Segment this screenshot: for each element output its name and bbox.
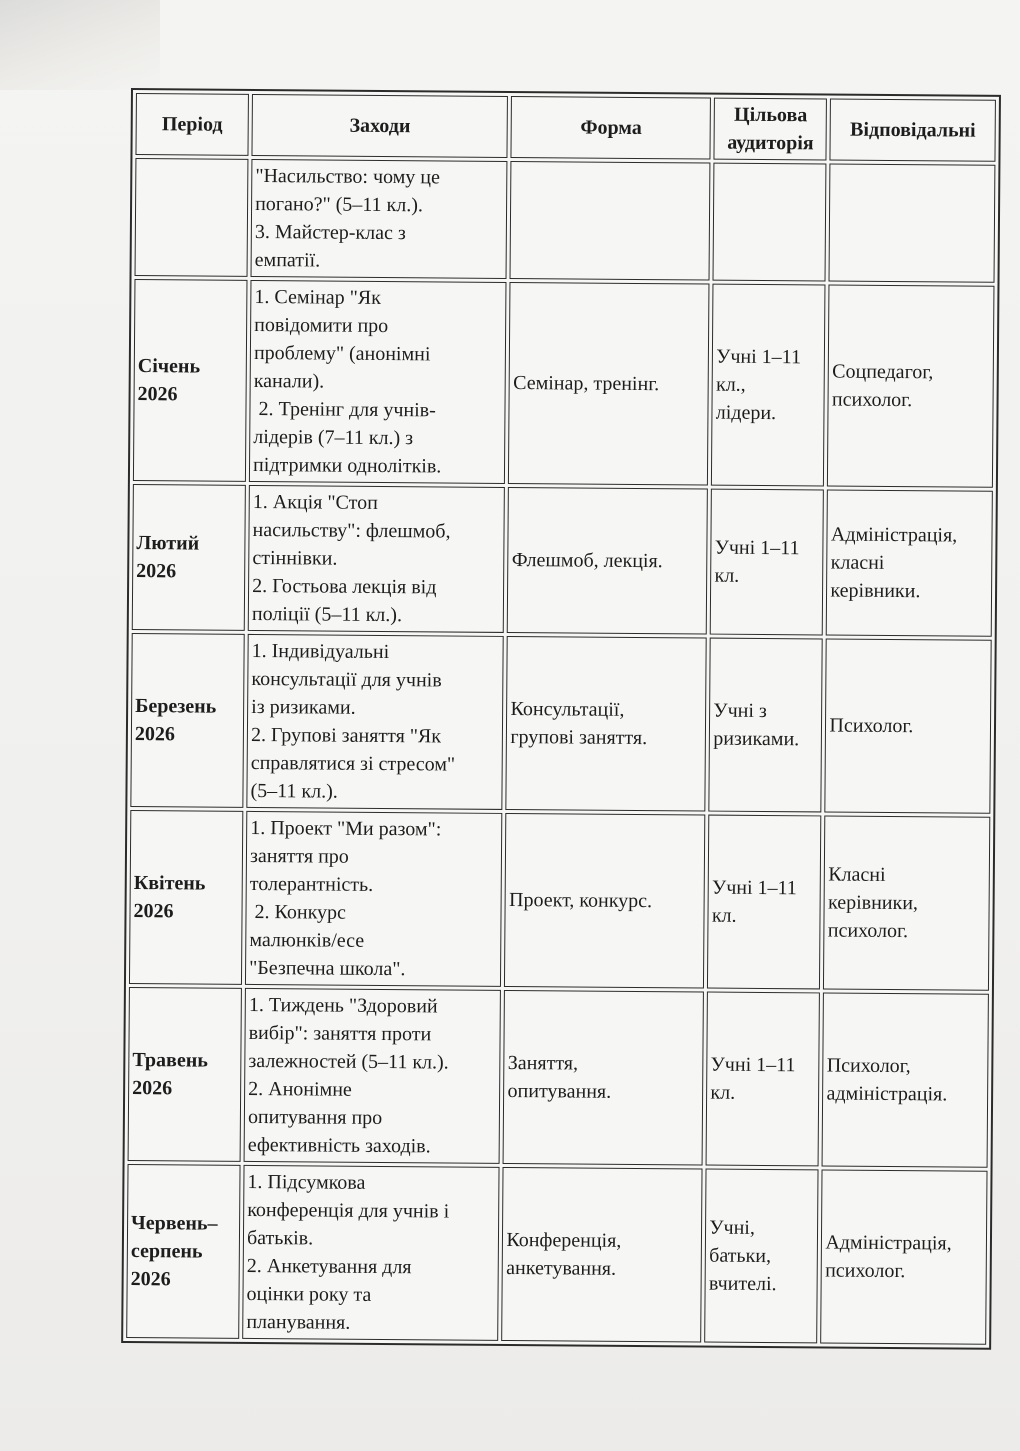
activities-cell-line: "Безпечна школа". (249, 956, 406, 981)
responsible-cell (822, 992, 989, 1167)
activities-cell-line: 2. Анонімне (248, 1077, 352, 1101)
activities-cell-line: 1. Тиждень "Здоровий (248, 993, 438, 1018)
activities-cell-line: планування. (246, 1310, 351, 1334)
responsible-cell (821, 1169, 988, 1344)
audience-cell-line: кл. (710, 1081, 736, 1104)
form-cell (502, 1167, 703, 1343)
responsible-cell-line: Соцпедагог, (832, 360, 934, 384)
audience-cell-line: Учні 1–11 (716, 345, 802, 369)
activities-cell-line: справлятися зі стресом" (250, 751, 456, 776)
activities-cell-line: насильству": флешмоб, (252, 518, 451, 543)
responsible-cell-line: психолог. (827, 919, 909, 943)
table-row (135, 158, 996, 283)
period-cell (129, 810, 243, 985)
audience-cell (707, 815, 821, 990)
audience-cell (709, 638, 823, 813)
responsible-cell (823, 815, 990, 990)
activity-plan-table (121, 88, 1001, 1350)
form-cell-line: групові заняття. (510, 726, 648, 750)
activities-cell-line: оцінки року та (246, 1282, 372, 1306)
table-header-row (135, 93, 995, 162)
responsible-cell (825, 638, 992, 813)
activities-cell-line: канали). (253, 369, 325, 393)
activities-cell-line: повідомити про (254, 313, 389, 338)
responsible-cell-line: Психолог, (826, 1054, 911, 1078)
activities-cell (249, 280, 507, 484)
form-cell-line: Консультації, (510, 698, 625, 721)
responsible-cell-line: Психолог. (829, 714, 914, 738)
header-period: Період (135, 93, 249, 156)
activities-cell-line: поліції (5–11 кл.). (251, 602, 403, 627)
activities-cell-line: 1. Підсумкова (247, 1170, 366, 1194)
table-row (129, 810, 990, 991)
period-cell-line: 2026 (134, 723, 176, 746)
period-cell (126, 1164, 240, 1339)
audience-cell (713, 163, 827, 282)
period-cell-line: Травень (132, 1049, 208, 1072)
audience-cell (705, 1169, 819, 1344)
activities-cell-line: 3. Майстер-клас з (254, 220, 406, 245)
activities-cell-line: 2. Тренінг для учнів- (253, 397, 436, 422)
activities-cell-line: 1. Акція "Стоп (252, 490, 378, 514)
activities-cell-line: толерантність. (249, 872, 374, 896)
activities-cell (242, 1165, 500, 1341)
responsible-cell-line: психолог. (831, 388, 913, 412)
period-cell-line: Червень– (130, 1212, 218, 1235)
form-cell-line: Заняття, (507, 1051, 579, 1075)
activities-cell-line: 2. Гостьова лекція від (252, 574, 437, 599)
activities-cell-line: проблему" (анонімні (253, 341, 431, 366)
activities-cell (246, 634, 504, 810)
activities-cell-line: опитування про (247, 1105, 383, 1130)
period-cell-line: 2026 (130, 1268, 171, 1291)
form-cell-line: Семінар, тренінг. (513, 372, 660, 396)
activities-cell-line: конференція для учнів і (247, 1198, 450, 1223)
form-cell (507, 487, 708, 635)
audience-cell-line: кл. (711, 904, 737, 927)
activities-cell-line: 1. Проект "Ми разом": (250, 816, 442, 841)
activities-cell-line: залежностей (5–11 кл.). (248, 1049, 449, 1074)
period-cell-line: Квітень (133, 872, 206, 895)
header-activities: Заходи (252, 94, 509, 158)
table-row (130, 633, 991, 814)
table-row (132, 484, 993, 637)
period-cell (130, 633, 244, 808)
period-cell-line: серпень (130, 1240, 203, 1263)
activities-cell-line: стіннівки. (252, 546, 338, 570)
responsible-cell (829, 163, 996, 282)
activities-cell-line: лідерів (7–11 кл.) з (253, 425, 414, 450)
period-cell-line: 2026 (136, 560, 177, 583)
activities-cell-line: 2. Анкетування для (246, 1254, 412, 1279)
activities-cell-line: із ризиками. (251, 695, 356, 719)
activities-cell-line: емпатії. (254, 248, 321, 272)
header-form: Форма (511, 96, 711, 160)
form-cell (510, 161, 711, 281)
activities-cell-line: ефективність заходів. (247, 1133, 431, 1158)
table-body (126, 158, 995, 1345)
audience-cell-line: Учні 1–11 (711, 876, 797, 900)
responsible-cell-line: керівники, (827, 891, 919, 915)
activities-cell-line: заняття про (249, 844, 349, 868)
period-cell-line: Березень (135, 695, 217, 718)
activities-cell-line: підтримки однолітків. (253, 453, 442, 478)
responsible-cell-line: адміністрація. (826, 1082, 948, 1106)
form-cell-line: анкетування. (506, 1256, 617, 1280)
audience-cell-line: Учні, (709, 1216, 755, 1239)
audience-cell-line: Учні з (713, 699, 767, 723)
form-cell (504, 813, 705, 989)
audience-cell (711, 284, 826, 487)
period-cell (128, 987, 242, 1162)
table-row (133, 279, 995, 488)
activities-cell-line: батьків. (246, 1226, 314, 1250)
activities-cell (248, 485, 506, 633)
responsible-cell-line: класні (830, 551, 885, 574)
table-row (126, 1164, 987, 1345)
header-audience-line: Цільова (733, 103, 808, 127)
activities-cell-line: погано?" (5–11 кл.). (255, 192, 424, 217)
responsible-cell-line: Класні (828, 863, 886, 886)
activities-cell-line: "Насильство: чому це (255, 164, 441, 189)
form-cell-line: Проект, конкурс. (509, 888, 653, 913)
form-cell-line: Конференція, (506, 1228, 622, 1252)
activities-cell (245, 811, 503, 987)
form-cell (503, 990, 704, 1166)
period-cell (135, 158, 249, 277)
activities-cell (244, 988, 502, 1164)
table-row (128, 987, 989, 1168)
form-cell-line: опитування. (507, 1079, 612, 1103)
header-responsible: Відповідальні (830, 98, 996, 161)
responsible-cell-line: Адміністрація, (830, 523, 958, 547)
responsible-cell-line: психолог. (825, 1259, 906, 1283)
header-audience-line: аудиторія (727, 131, 814, 155)
period-cell-line: 2026 (132, 1077, 173, 1100)
form-cell (508, 282, 709, 486)
activities-cell-line: 2. Групові заняття "Як (250, 723, 442, 748)
period-cell-line: Січень (137, 355, 201, 378)
period-cell-line: 2026 (137, 383, 178, 406)
audience-cell-line: вчителі. (708, 1272, 777, 1296)
responsible-cell-line: керівники. (830, 579, 921, 603)
audience-cell (710, 489, 824, 636)
activities-cell-line: (5–11 кл.). (250, 779, 338, 803)
period-cell (132, 484, 246, 631)
activities-cell-line: консультації для учнів (251, 667, 442, 692)
responsible-cell-line: Адміністрація, (825, 1231, 952, 1255)
period-cell-line: 2026 (133, 900, 174, 923)
audience-cell-line: ризиками. (713, 727, 800, 751)
audience-cell-line: кл., (715, 373, 746, 396)
responsible-cell (827, 284, 994, 487)
period-cell (133, 279, 248, 482)
form-cell-line: Флешмоб, лекція. (511, 549, 663, 573)
audience-cell (706, 992, 820, 1167)
header-audience (714, 98, 828, 161)
activities-cell-line: 2. Конкурс (249, 900, 347, 924)
audience-cell-line: лідери. (715, 401, 777, 425)
audience-cell-line: Учні 1–11 (710, 1053, 796, 1077)
page-corner-shadow (0, 0, 160, 90)
responsible-cell (826, 489, 993, 636)
activities-cell-line: малюнків/есе (249, 928, 365, 952)
audience-cell-line: Учні 1–11 (714, 536, 800, 560)
activities-cell-line: 1. Семінар "Як (254, 285, 381, 309)
activities-cell-line: вибір": заняття проти (248, 1021, 432, 1046)
audience-cell-line: кл. (714, 564, 740, 587)
period-cell-line: Лютий (136, 532, 200, 555)
activities-cell-line: 1. Індивідуальні (251, 639, 390, 664)
audience-cell-line: батьки, (709, 1244, 772, 1268)
activities-cell (251, 159, 508, 279)
form-cell (506, 636, 707, 812)
